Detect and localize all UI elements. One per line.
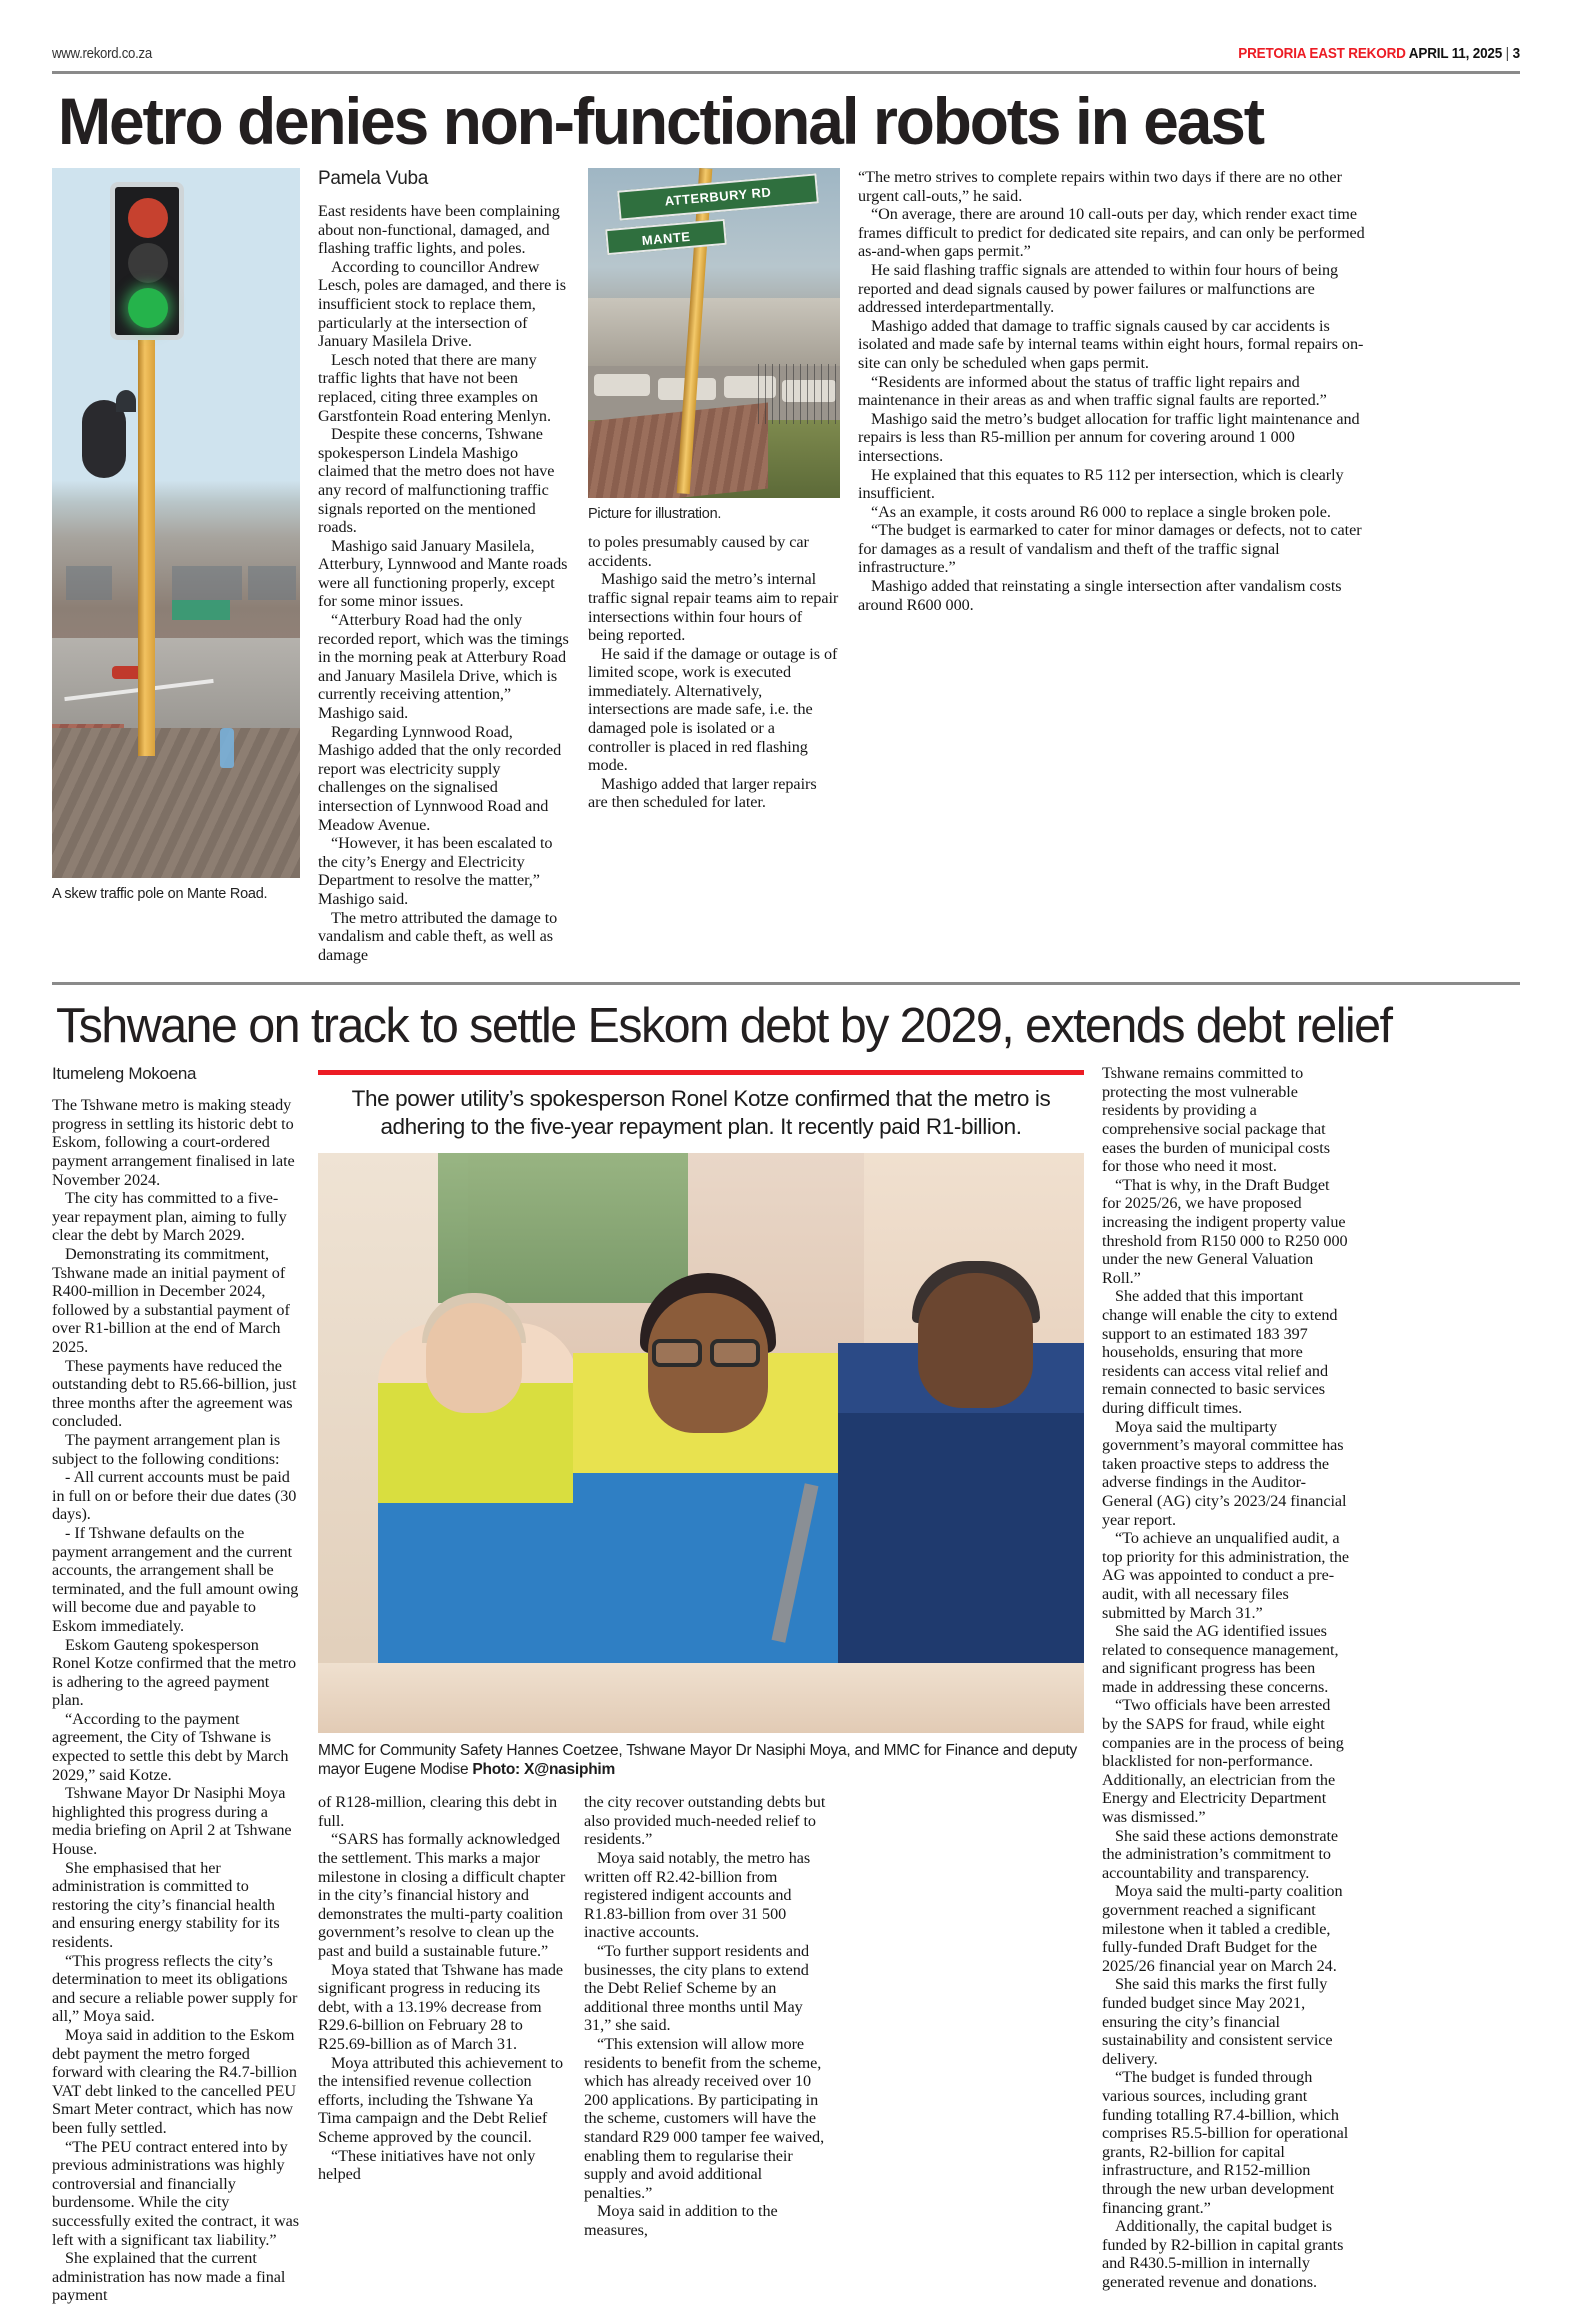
traffic-light-housing: [110, 182, 184, 340]
article1-column-1: [318, 168, 570, 964]
article1-headline: Metro denies non-functional robots in east: [57, 84, 1263, 158]
article2-paragraph: “That is why, in the Draft Budget for 2025/26, we have proposed increasing the indigent property value threshold from R150 000 to R250 000 under the new General Valuation Roll.”: [1102, 1175, 1348, 1287]
article1-photo-caption: A skew traffic pole on Mante Road.: [52, 886, 268, 902]
traffic-pole: [138, 336, 155, 756]
masthead-separator: |: [1505, 45, 1510, 62]
article2-paragraph: Moya said in addition to the Eskom debt payment the metro forged forward with clearing the R4.7-billion VAT debt linked to the cancelled PEU Smart Meter contract, which has now been fully settled.: [52, 2025, 297, 2137]
traffic-pole-photo: [52, 168, 300, 878]
article2-paragraph: She said the AG identified issues related to consequence management, and significant progress has been made in addressing these concerns.: [1102, 1622, 1339, 1696]
article2-paragraph: She explained that the current administration has now made a final payment: [52, 2249, 286, 2305]
traffic-light-green: [128, 288, 168, 328]
article1-column-3: [858, 168, 1372, 964]
article2-paragraph: Tshwane Mayor Dr Nasiphi Moya highlighted this progress during a media briefing on April 2 at Tshwane House.: [52, 1784, 292, 1859]
article2-paragraph: “These initiatives have not only helped: [318, 2146, 536, 2184]
article2-column-2: [318, 1793, 566, 2239]
traffic-light-amber: [128, 243, 168, 283]
publication-name: PRETORIA EAST REKORD: [1238, 45, 1406, 62]
article2-paragraph: of R128-million, clearing this debt in full.: [318, 1793, 558, 1830]
article1-paragraph: Mashigo said the metro’s budget allocation for traffic light maintenance and repairs is less than R5-million per annum for covering around 1 000 intersections.: [858, 409, 1360, 465]
street-sign-atterbury-label: ATTERBURY RD: [664, 184, 772, 209]
atterbury-road-photo: [588, 168, 840, 498]
article1-paragraph: Mashigo added that larger repairs are then scheduled for later.: [588, 774, 817, 812]
article1-paragraph: Mashigo added that reinstating a single intersection after vandalism costs around R600 000.: [858, 577, 1342, 614]
street-sign-mante-label: MANTE: [641, 228, 692, 249]
article1-paragraph: “The metro strives to complete repairs within two days if there are no other urgent call-outs,” he said.: [858, 168, 1342, 205]
article2-lower-columns: [318, 1793, 1084, 2239]
article2-paragraph: Demonstrating its commitment, Tshwane made an initial payment of R400-million in December 2024, followed by a substantial payment of over R1-billion at the end of March 2025.: [52, 1245, 290, 1357]
article2-paragraph: Moya said the multi-party coalition government reached a significant milestone when it tabled a credible, fully-funded Draft Budget for the 2025/26 financial year on March 24.: [1102, 1882, 1343, 1975]
article2-paragraph: Tshwane remains committed to protecting the most vulnerable residents by providing a comprehensive social package that eases the burden of municipal costs for those who need it most.: [1102, 1064, 1330, 1176]
article2-photo-caption: [318, 1733, 1084, 1779]
article1-paragraph: Mashigo said January Masilela, Atterbury, Lynnwood and Mante roads were all functioning properly, except for some minor issues.: [318, 536, 568, 611]
article2-paragraph: - All current accounts must be paid in full on or before their due dates (30 days).: [52, 1468, 297, 1524]
article2-paragraph: She said these actions demonstrate the administration’s commitment to accountability and transparency.: [1102, 1826, 1339, 1882]
article1-paragraph: “The budget is earmarked to cater for minor damages or defects, not to cater for damages as a result of vandalism and theft of the traffic signal infrastructure.”: [858, 521, 1362, 577]
article2-paragraph: The payment arrangement plan is subject to the following conditions:: [52, 1430, 281, 1468]
page-number: 3: [1512, 45, 1520, 62]
article1-byline: Pamela Vuba: [318, 168, 429, 189]
street-sign-mante: [605, 219, 727, 255]
article1-paragraph: to poles presumably caused by car accidents.: [588, 533, 809, 570]
plastic-bottle: [220, 728, 234, 768]
publication-date: APRIL 11, 2025: [1408, 45, 1503, 62]
article2-paragraph: The city has committed to a five-year repayment plan, aiming to fully clear the debt by March 2029.: [52, 1189, 287, 1245]
article2-paragraph: “This progress reflects the city’s determination to meet its obligations and secure a reliable power supply for all,” Moya said.: [52, 1951, 298, 2026]
article2-paragraph: These payments have reduced the outstanding debt to R5.66-billion, just three months after the agreement was concluded.: [52, 1356, 297, 1431]
article1-paragraph: “On average, there are around 10 call-outs per day, which render exact time frames difficult to predict for dedicated site repairs, and can only be performed as-and-when gaps permit.”: [858, 205, 1365, 261]
article1-paragraph: “Atterbury Road had the only recorded report, which was the timings in the morning peak at Atterbury Road and January Masilela Drive, which is currently receiving attention,” Mashigo said.: [318, 611, 569, 723]
article1-paragraph: According to councillor Andrew Lesch, poles are damaged, and there is insufficient stock to replace them, particularly at the intersection of January Masilela Drive.: [318, 257, 567, 351]
article1-paragraph: Mashigo added that damage to traffic signals caused by car accidents is isolated and made safe by internal teams within eight hours, formal repairs on-site can only be scheduled when gaps permit.: [858, 316, 1364, 372]
article1-paragraph: “However, it has been escalated to the city’s Energy and Electricity Department to resolve the matter,” Mashigo said.: [318, 834, 553, 908]
article2-column-4: [1102, 1064, 1350, 2305]
article1-paragraph: Mashigo said the metro’s internal traffic signal repair teams aim to repair intersections within four hours of being reported.: [588, 570, 839, 645]
article2-column-3: [584, 1793, 832, 2239]
article2-paragraph: She emphasised that her administration is committed to restoring the city’s financial health and ensuring energy stability for its residents.: [52, 1858, 280, 1952]
masthead-publication-info: [1238, 45, 1520, 62]
article2-headline: Tshwane on track to settle Eskom debt by 2029, extends debt relief: [55, 999, 1392, 1054]
article2-paragraph: Moya attributed this achievement to the intensified revenue collection efforts, including the Tshwane Ya Tima campaign and the Debt Relief Scheme approved by the council.: [318, 2053, 564, 2146]
article2-paragraph: - If Tshwane defaults on the payment arrangement and the current accounts, the arrangement shall be terminated, and the full amount owing will become due and payable to Eskom immediately.: [52, 1523, 299, 1635]
article2-paragraph: The Tshwane metro is making steady progress in settling its historic debt to Eskom, following a court-ordered payment arrangement finalised in late November 2024.: [52, 1096, 295, 1189]
article2-paragraph: “SARS has formally acknowledged the settlement. This marks a major milestone in closing a difficult chapter in the city’s financial history and demonstrates the multi-party coalition government’s resolve to clean up the past and build a sustainable future.”: [318, 1830, 566, 1961]
article1-paragraph: Lesch noted that there are many traffic lights that have not been replaced, citing three examples on Garstfontein Road entering Menlyn.: [318, 350, 551, 425]
press-briefing-photo: [318, 1153, 1084, 1733]
article1-column-2: [588, 168, 840, 964]
article2-paragraph: She added that this important change will enable the city to extend support to an estimated 183 397 households, ensuring that more residents can access vital relief and remain connected to basic services during difficult times.: [1102, 1287, 1338, 1417]
article1-paragraph: He said if the damage or outage is of limited scope, work is executed immediately. Alternatively, intersections are made safe, i.e. the damaged pole is isolated or a controller is placed in red flashing mode.: [588, 644, 838, 775]
article2-column-1: [52, 1064, 300, 2305]
article1-paragraph: The metro attributed the damage to vandalism and cable theft, as well as damage: [318, 908, 558, 964]
article2-feature-column: [318, 1064, 1084, 2305]
article2-paragraph: “According to the payment agreement, the City of Tshwane is expected to settle this debt by March 2029,” said Kotze.: [52, 1709, 289, 1784]
pullquote-block: [318, 1064, 1084, 1153]
street-sign-atterbury: [617, 173, 819, 220]
article2-photo-caption-text: MMC for Community Safety Hannes Coetzee, Tshwane Mayor Dr Nasiphi Moya, and MMC for Finance and deputy mayor Eugene Modise: [318, 1742, 1078, 1779]
article2-paragraph: “Two officials have been arrested by the SAPS for fraud, while eight companies are in the process of being blacklisted for non-performance. Additionally, an electrician from the Energy and Electricity Department was dismissed.”: [1102, 1696, 1344, 1827]
article1-paragraph: Despite these concerns, Tshwane spokesperson Lindela Mashigo claimed that the metro does not have any record of malfunctioning traffic signals reported on the mentioned roads.: [318, 425, 555, 537]
article2-paragraph: She said this marks the first fully funded budget since May 2021, ensuring the city’s financial sustainability and consistent service delivery.: [1102, 1975, 1333, 2068]
article1-paragraph: East residents have been complaining about non-functional, damaged, and flashing traffic lights, and poles.: [318, 202, 560, 258]
article2-photo-credit: Photo: X@nasiphim: [472, 1761, 616, 1779]
article1-paragraph: He explained that this equates to R5 112 per intersection, which is clearly insufficient.: [858, 465, 1344, 503]
article2-paragraph: “This extension will allow more residents to benefit from the scheme, which has already received over 10 200 applications. By participating in the scheme, customers will have the standard R29 000 tamper fee waived, enabling them to regularise their supply and avoid additional penalties.”: [584, 2035, 825, 2202]
article2-top-layout: [52, 1064, 1520, 2305]
article1-paragraph: “As an example, it costs around R6 000 to replace a single broken pole.: [871, 502, 1331, 521]
article1-photo-column: [52, 168, 300, 964]
traffic-light-red: [128, 198, 168, 238]
article2-paragraph: Additionally, the capital budget is funded by R2-billion in capital grants and R430.5-million in internally generated revenue and donations.: [1102, 2217, 1344, 2291]
article1-paragraph: “Residents are informed about the status of traffic light repairs and maintenance in their areas as and when traffic signal faults are reported.”: [858, 372, 1327, 410]
pullquote-text: The power utility’s spokesperson Ronel Kotze confirmed that the metro is adhering to the five-year repayment plan. It recently paid R1-billion.: [351, 1086, 1051, 1140]
article2-paragraph: Moya stated that Tshwane has made significant progress in reducing its debt, with a 13.19% decrease from R29.6-billion on February 28 to R25.69-billion as of March 31.: [318, 1960, 564, 2054]
article1-paragraph: He said flashing traffic signals are attended to within four hours of being reported and dead signals caused by power failures or malfunctions are addressed interdepartmentally.: [858, 260, 1339, 317]
article2-paragraph: “The PEU contract entered into by previous administrations was highly controversial and financially burdensome. While the city successfully exited the contract, it was left with a significant tax liability.”: [52, 2137, 300, 2249]
article2-paragraph: “The budget is funded through various sources, including grant funding totalling R7.4-billion, which comprises R5.5-billion for operational grants, R2-billion for capital infrastructure, and R152-million through the new urban development financing grant.”: [1102, 2068, 1349, 2217]
article2-paragraph: the city recover outstanding debts but also provided much-needed relief to residents.”: [584, 1793, 826, 1849]
article2-paragraph: Moya said in addition to the measures,: [584, 2202, 778, 2239]
article2-paragraph: “To further support residents and businesses, the city plans to extend the Debt Relief Scheme by an additional three months until May 31,” she said.: [584, 1942, 810, 2035]
masthead: [52, 0, 1520, 62]
article2-paragraph: Moya said the multiparty government’s mayoral committee has taken proactive steps to address the adverse findings in the Auditor-General (AG) city’s 2023/24 financial year report.: [1102, 1417, 1347, 1529]
article1-photo2-caption: Picture for illustration.: [588, 506, 722, 522]
article2-paragraph: “To achieve an unqualified audit, a top priority for this administration, the AG was appointed to conduct a pre-audit, with all necessary files submitted by March 31.”: [1102, 1529, 1350, 1622]
article2-paragraph: Moya said notably, the metro has written off R2.42-billion from registered indigent accounts and R1.83-billion from over 31 500 inactive accounts.: [584, 1849, 811, 1942]
website-url[interactable]: www.rekord.co.za: [52, 45, 152, 62]
article1-paragraph: Regarding Lynnwood Road, Mashigo added that the only recorded report was electricity supply challenges on the signalised intersection of Lynnwood Road and Meadow Avenue.: [318, 722, 562, 834]
article2-byline: Itumeleng Mokoena: [52, 1064, 197, 1084]
article1-layout: [52, 168, 1520, 964]
article2-paragraph: Eskom Gauteng spokesperson Ronel Kotze confirmed that the metro is adhering to the agreed payment plan.: [52, 1635, 297, 1710]
